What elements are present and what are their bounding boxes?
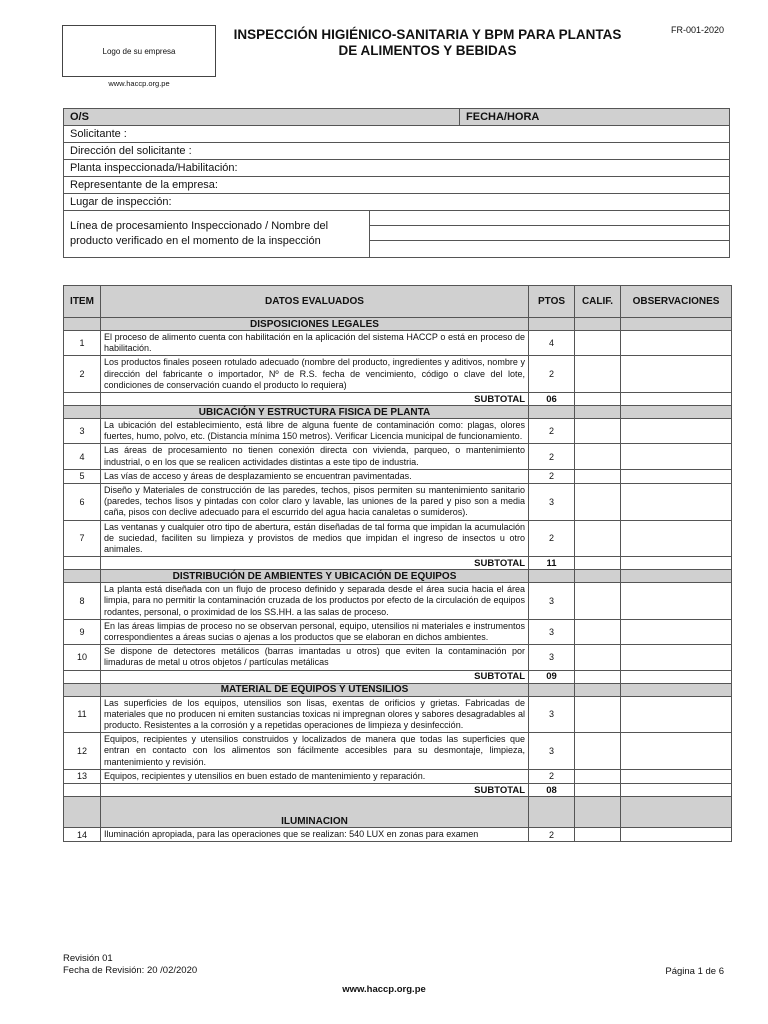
datetime-label: FECHA/HORA: [460, 109, 730, 126]
section-item-cell: [64, 318, 101, 331]
item-score-cell: [575, 419, 621, 444]
subtotal-score-cell: [575, 784, 621, 797]
item-description: La ubicación del establecimiento, está libre de alguna fuente de contaminación como: plagas, olores fuertes, humo, polvo, etc. (Distancia mínima 150 metros). Verificar Licencia municipal de funcionamiento.: [101, 419, 529, 444]
subtotal-label: SUBTOTAL: [101, 784, 529, 797]
page-number: Página 1 de 6: [665, 966, 724, 977]
item-number: 1: [64, 331, 101, 356]
subtotal-blank-cell: [64, 784, 101, 797]
section-score-cell: [575, 406, 621, 419]
subtotal-label: SUBTOTAL: [101, 393, 529, 406]
product-entry-cell: [370, 226, 730, 241]
table-header-row: [64, 286, 732, 318]
plant-field: Planta inspeccionada/Habilitación:: [64, 160, 730, 177]
item-number: 2: [64, 356, 101, 393]
product-entry-cell: [370, 211, 730, 226]
item-description: Las ventanas y cualquier otro tipo de abertura, están diseñadas de tal forma que impidan la acumulación de suciedad, faciliten su limpieza y provistos de medios que impidan el ingreso de insectos u otro animales.: [101, 520, 529, 557]
col-item-header: ITEM: [64, 286, 101, 318]
subtotal-row: [64, 393, 732, 406]
section-header-row: [64, 683, 732, 696]
col-points-header: PTOS: [529, 286, 575, 318]
section-item-cell: [64, 406, 101, 419]
item-observations-cell: [621, 331, 732, 356]
item-points: 3: [529, 733, 575, 770]
col-score-header: CALIF.: [575, 286, 621, 318]
item-description: Las áreas de procesamiento no tienen conexión directa con vivienda, parqueo, o mantenimiento industrial, o en los que se realicen actividades distintas a este tipo de industria.: [101, 444, 529, 469]
evaluation-table: [63, 285, 732, 842]
item-description: Equipos, recipientes y utensilios construidos y localizados de manera que todas las superficies que entran en contacto con los alimentos son fácilmente accesibles para su desmontaje, limpieza, mantenimiento y revisión.: [101, 733, 529, 770]
item-number: 13: [64, 769, 101, 783]
section-item-cell: [64, 797, 101, 828]
table-row: [64, 331, 732, 356]
section-observations-cell: [621, 570, 732, 583]
item-score-cell: [575, 520, 621, 557]
col-observations-header: OBSERVACIONES: [621, 286, 732, 318]
footer-website: www.haccp.org.pe: [342, 984, 426, 995]
item-observations-cell: [621, 733, 732, 770]
item-description: En las áreas limpias de proceso no se observan personal, equipo, utensilios ni materiales e instrumentos correspondientes a áreas sucias o ajenas a los productos que se elaboran en dichos ambientes.: [101, 619, 529, 644]
section-header-row: [64, 318, 732, 331]
item-description: Las vías de acceso y áreas de desplazamiento se encuentran pavimentadas.: [101, 469, 529, 483]
applicant-address-field: Dirección del solicitante :: [64, 143, 730, 160]
item-score-cell: [575, 828, 621, 842]
item-description: Diseño y Materiales de construcción de las paredes, techos, pisos permiten su mantenimiento sanitario (paredes, techos lisos y pintadas con color claro y lavable, las uniones de la pared y piso son a media caña, pisos con declive adecuado para el escurrido del agua hacia canaletas o sumideros).: [101, 484, 529, 521]
subtotal-label: SUBTOTAL: [101, 670, 529, 683]
subtotal-score-cell: [575, 557, 621, 570]
section-item-cell: [64, 570, 101, 583]
section-header-row: [64, 406, 732, 419]
item-observations-cell: [621, 583, 732, 620]
table-row: [64, 583, 732, 620]
info-row: [64, 143, 730, 160]
subtotal-score-cell: [575, 393, 621, 406]
processing-line-row: [64, 211, 730, 226]
item-points: 2: [529, 769, 575, 783]
table-row: [64, 769, 732, 783]
item-description: La planta está diseñada con un flujo de proceso definido y separada desde el área sucia hacia el área limpia, para no permitir la contaminación cruzada de los productos por efecto de la circulación de equipos rodantes, personal, o proximidad de los SS.HH. a las salas de proceso.: [101, 583, 529, 620]
item-description: El proceso de alimento cuenta con habilitación en la aplicación del sistema HACCP o está en proceso de habilitación.: [101, 331, 529, 356]
item-points: 2: [529, 444, 575, 469]
item-points: 3: [529, 645, 575, 670]
item-observations-cell: [621, 828, 732, 842]
section-points-cell: [529, 570, 575, 583]
item-observations-cell: [621, 696, 732, 733]
inspection-place-field: Lugar de inspección:: [64, 194, 730, 211]
table-row: [64, 619, 732, 644]
table-row: [64, 696, 732, 733]
revision-date: Fecha de Revisión: 20 /02/2020: [63, 965, 198, 976]
section-header-row: [64, 570, 732, 583]
item-points: 2: [529, 520, 575, 557]
table-row: [64, 356, 732, 393]
item-points: 2: [529, 469, 575, 483]
item-description: Se dispone de detectores metálicos (barras imantadas u otros) que eviten la contaminación por limaduras de metal u otros objetos / partículas metálicas: [101, 645, 529, 670]
item-number: 8: [64, 583, 101, 620]
item-score-cell: [575, 356, 621, 393]
subtotal-value: 08: [529, 784, 575, 797]
section-score-cell: [575, 797, 621, 828]
section-score-cell: [575, 570, 621, 583]
item-points: 4: [529, 331, 575, 356]
item-number: 4: [64, 444, 101, 469]
product-entry-cell: [370, 241, 730, 258]
item-points: 2: [529, 356, 575, 393]
item-points: 3: [529, 619, 575, 644]
item-description: Iluminación apropiada, para las operaciones que se realizan: 540 LUX en zonas para examen: [101, 828, 529, 842]
table-row: [64, 469, 732, 483]
info-row: [64, 177, 730, 194]
section-observations-cell: [621, 683, 732, 696]
table-row: [64, 484, 732, 521]
info-row: [64, 126, 730, 143]
section-points-cell: [529, 797, 575, 828]
section-item-cell: [64, 683, 101, 696]
subtotal-blank-cell: [64, 557, 101, 570]
item-number: 9: [64, 619, 101, 644]
item-observations-cell: [621, 645, 732, 670]
section-title: ILUMINACION: [101, 797, 529, 828]
item-description: Los productos finales poseen rotulado adecuado (nombre del producto, ingredientes y aditivos, nombre y dirección del fabricante o importador, Nº de R.S. fecha de vencimiento, código o clave del lote, condiciones de conservación cuando el producto lo requiera): [101, 356, 529, 393]
item-points: 2: [529, 828, 575, 842]
section-observations-cell: [621, 318, 732, 331]
processing-line-label: Línea de procesamiento Inspeccionado / Nombre del producto verificado en el momento de la inspección: [64, 211, 370, 258]
item-number: 12: [64, 733, 101, 770]
subtotal-observations-cell: [621, 784, 732, 797]
item-score-cell: [575, 331, 621, 356]
item-score-cell: [575, 769, 621, 783]
item-score-cell: [575, 484, 621, 521]
item-number: 11: [64, 696, 101, 733]
section-observations-cell: [621, 797, 732, 828]
item-observations-cell: [621, 469, 732, 483]
section-score-cell: [575, 318, 621, 331]
logo-placeholder-text: Logo de su empresa: [102, 46, 176, 56]
os-row: [64, 109, 730, 126]
applicant-field: Solicitante :: [64, 126, 730, 143]
title-line-1: INSPECCIÓN HIGIÉNICO-SANITARIA Y BPM PARA PLANTAS: [233, 27, 622, 42]
logo-website: www.haccp.org.pe: [108, 79, 170, 88]
item-description: Las superficies de los equipos, utensilios son lisas, exentas de orificios y grietas. Fabricadas de materiales que no producen ni emiten sustancias toxicas ni impregnan olores y sabores desagradables al producto. Resistentes a la corrosión y a repetidas operaciones de limpieza y desinfección.: [101, 696, 529, 733]
inspection-info-table: [63, 108, 730, 258]
item-observations-cell: [621, 769, 732, 783]
item-score-cell: [575, 645, 621, 670]
section-points-cell: [529, 683, 575, 696]
item-observations-cell: [621, 419, 732, 444]
section-points-cell: [529, 406, 575, 419]
item-observations-cell: [621, 520, 732, 557]
table-row: [64, 444, 732, 469]
subtotal-score-cell: [575, 670, 621, 683]
representative-field: Representante de la empresa:: [64, 177, 730, 194]
subtotal-value: 06: [529, 393, 575, 406]
section-title: UBICACIÓN Y ESTRUCTURA FISICA DE PLANTA: [101, 406, 529, 419]
subtotal-value: 11: [529, 557, 575, 570]
item-number: 6: [64, 484, 101, 521]
info-row: [64, 194, 730, 211]
section-header-row: [64, 797, 732, 828]
item-score-cell: [575, 444, 621, 469]
item-score-cell: [575, 733, 621, 770]
form-code: FR-001-2020: [670, 25, 724, 35]
item-score-cell: [575, 619, 621, 644]
item-points: 3: [529, 696, 575, 733]
revision-info: [63, 953, 197, 977]
subtotal-observations-cell: [621, 393, 732, 406]
subtotal-label: SUBTOTAL: [101, 557, 529, 570]
os-label: O/S: [64, 109, 460, 126]
section-title: DISPOSICIONES LEGALES: [101, 318, 529, 331]
table-row: [64, 733, 732, 770]
item-observations-cell: [621, 484, 732, 521]
section-observations-cell: [621, 406, 732, 419]
section-score-cell: [575, 683, 621, 696]
item-points: 3: [529, 583, 575, 620]
section-title: MATERIAL DE EQUIPOS Y UTENSILIOS: [101, 683, 529, 696]
item-number: 3: [64, 419, 101, 444]
item-number: 14: [64, 828, 101, 842]
subtotal-value: 09: [529, 670, 575, 683]
item-number: 7: [64, 520, 101, 557]
subtotal-observations-cell: [621, 557, 732, 570]
subtotal-row: [64, 670, 732, 683]
section-points-cell: [529, 318, 575, 331]
table-row: [64, 419, 732, 444]
subtotal-observations-cell: [621, 670, 732, 683]
item-observations-cell: [621, 356, 732, 393]
item-points: 3: [529, 484, 575, 521]
item-points: 2: [529, 419, 575, 444]
subtotal-row: [64, 557, 732, 570]
table-row: [64, 520, 732, 557]
col-data-header: DATOS EVALUADOS: [101, 286, 529, 318]
title-line-2: DE ALIMENTOS Y BEBIDAS: [338, 43, 517, 58]
item-number: 10: [64, 645, 101, 670]
subtotal-blank-cell: [64, 393, 101, 406]
item-observations-cell: [621, 619, 732, 644]
document-title: [225, 27, 630, 59]
revision-number: Revisión 01: [63, 953, 113, 964]
item-number: 5: [64, 469, 101, 483]
item-observations-cell: [621, 444, 732, 469]
table-row: [64, 828, 732, 842]
info-row: [64, 160, 730, 177]
subtotal-row: [64, 784, 732, 797]
item-score-cell: [575, 583, 621, 620]
item-description: Equipos, recipientes y utensilios en buen estado de mantenimiento y reparación.: [101, 769, 529, 783]
company-logo-placeholder: [62, 25, 216, 77]
section-title: DISTRIBUCIÓN DE AMBIENTES Y UBICACIÓN DE EQUIPOS: [101, 570, 529, 583]
table-row: [64, 645, 732, 670]
item-score-cell: [575, 696, 621, 733]
subtotal-blank-cell: [64, 670, 101, 683]
item-score-cell: [575, 469, 621, 483]
